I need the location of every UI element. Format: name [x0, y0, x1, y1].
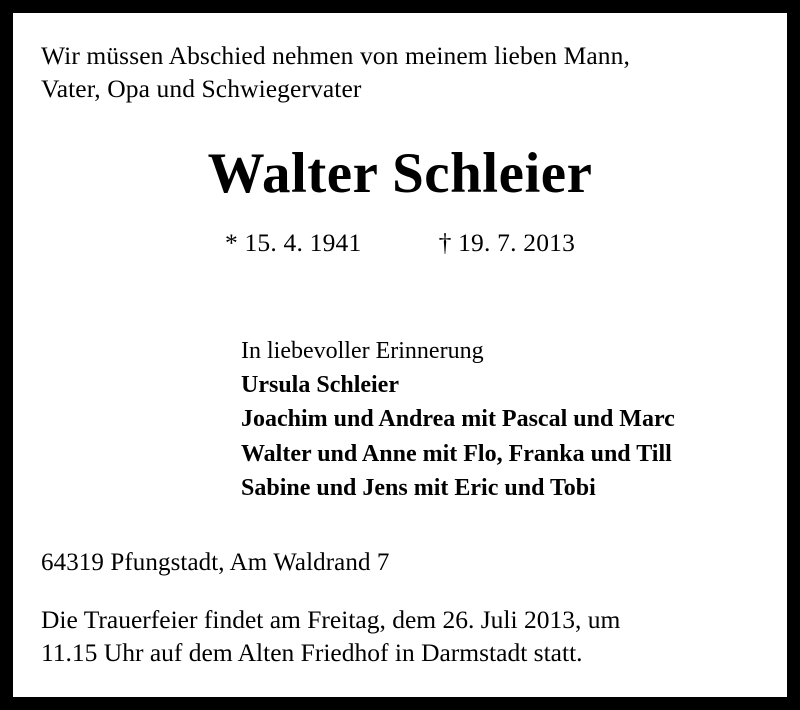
family-line: Ursula Schleier	[241, 372, 399, 399]
memorial-lead: In liebevoller Erinnerung	[241, 338, 484, 365]
life-dates	[41, 228, 759, 258]
memorial-block	[41, 334, 759, 504]
ceremony-line-2: 11.15 Uhr auf dem Alten Friedhof in Darmstadt statt.	[41, 638, 583, 668]
death-date-group	[439, 228, 575, 258]
address-line: 64319 Pfungstadt, Am Waldrand 7	[41, 548, 390, 576]
ceremony-info	[41, 603, 759, 670]
birth-star-icon: *	[224, 228, 238, 258]
birth-date: 15. 4. 1941	[244, 228, 362, 258]
birth-date-group	[225, 228, 361, 258]
ceremony-line-1: Die Trauerfeier findet am Freitag, dem 26. Juli 2013, um	[41, 604, 621, 634]
intro-line-2: Vater, Opa und Schwiegervater	[41, 74, 362, 104]
family-line: Walter und Anne mit Flo, Franka und Till	[241, 440, 672, 467]
deceased-name: Walter Schleier	[207, 142, 593, 206]
death-date: 19. 7. 2013	[458, 228, 576, 258]
cross-icon: †	[438, 228, 452, 258]
intro-text	[41, 39, 759, 105]
intro-line-1: Wir müssen Abschied nehmen von meinem lieben Mann,	[41, 41, 630, 70]
family-line: Sabine und Jens mit Eric und Tobi	[241, 474, 596, 501]
family-line: Joachim und Andrea mit Pascal und Marc	[241, 406, 675, 433]
family-list	[241, 368, 759, 504]
